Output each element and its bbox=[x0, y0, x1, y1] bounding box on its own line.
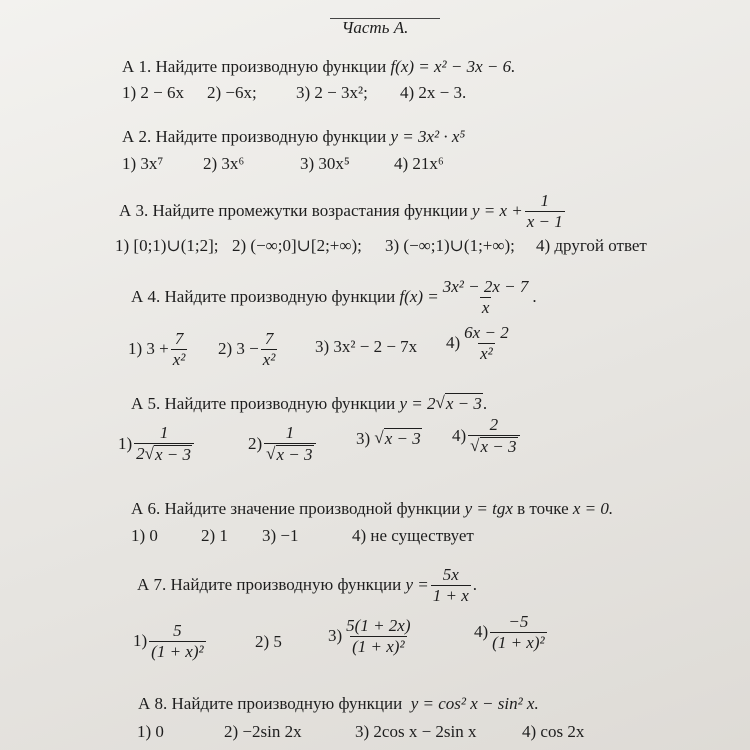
question-a7-prompt bbox=[137, 566, 477, 605]
expression-suffix: . bbox=[472, 575, 478, 595]
question-expression-prefix: y = 2 bbox=[399, 393, 436, 413]
answer-a1-1: 1) 2 − 6x bbox=[122, 83, 184, 102]
question-label: А 5. bbox=[131, 393, 161, 413]
answer-a6-2: 2) 1 bbox=[201, 526, 228, 545]
answer-a3-4: 4) другой ответ bbox=[536, 236, 647, 255]
question-expression: f(x) = x² − 3x − 6. bbox=[390, 57, 516, 76]
question-a8-prompt bbox=[138, 694, 539, 714]
question-expression-2: x = 0. bbox=[572, 499, 614, 518]
answer-a2-3: 3) 30x⁵ bbox=[300, 154, 350, 173]
question-text: Найдите производную функции bbox=[171, 694, 403, 713]
question-label: А 4. bbox=[131, 287, 161, 307]
question-a5-prompt bbox=[131, 393, 487, 414]
question-a6-prompt bbox=[131, 499, 613, 519]
question-text: Найдите производную функции bbox=[170, 575, 402, 595]
answer-a1-3: 3) 2 − 3x²; bbox=[296, 83, 368, 102]
question-fraction bbox=[441, 278, 531, 317]
question-label: А 6. bbox=[131, 499, 161, 518]
question-text: Найдите производную функции bbox=[155, 127, 387, 146]
fraction-denominator: x − 1 bbox=[526, 211, 563, 231]
question-label: А 7. bbox=[137, 575, 167, 595]
fraction-numerator: 3x² − 2x − 7 bbox=[442, 277, 529, 296]
question-fraction bbox=[525, 192, 565, 231]
answer-a2-2: 2) 3x⁶ bbox=[203, 154, 245, 173]
answer-a8-4: 4) cos 2x bbox=[522, 722, 585, 741]
question-a2-prompt bbox=[122, 127, 465, 147]
expression-suffix: . bbox=[482, 393, 488, 413]
question-a1-prompt bbox=[122, 57, 515, 77]
answer-a3-1: 1) [0;1)∪(1;2]; bbox=[115, 236, 219, 255]
answer-a5-1: 1) 1 2 √ x − 3 bbox=[118, 424, 196, 464]
question-a4-prompt bbox=[131, 278, 537, 317]
answer-a7-3: 3) $\frac{5(1 + 2x)}{\text{(1 + x)²}}$ bbox=[328, 616, 411, 656]
answer-a6-3: 3) −1 bbox=[262, 526, 299, 545]
answer-a7-4: 4) $\frac{-5}{\text{(1 + x)²}}$ bbox=[474, 612, 545, 652]
question-expression-prefix: y = x + bbox=[471, 201, 523, 221]
question-text: Найдите значение производной функции bbox=[164, 499, 461, 518]
answer-a8-3: 3) 2cos x − 2sin x bbox=[355, 722, 477, 741]
fraction-numerator: 1 bbox=[540, 191, 549, 210]
question-expression: y = tgx bbox=[464, 499, 513, 518]
answer-a3-2: 2) (−∞;0]∪[2;+∞); bbox=[232, 236, 362, 255]
answer-a5-3: 3) √ x − 3 bbox=[356, 428, 421, 448]
expression-suffix: . bbox=[532, 287, 537, 307]
fraction-denominator: x bbox=[481, 297, 490, 317]
answer-a4-1: 1) 3 + $\frac{7}{\text{x²}}$ bbox=[128, 329, 186, 369]
answer-a2-4: 4) 21x⁶ bbox=[394, 154, 444, 173]
question-expression-prefix: y = bbox=[405, 575, 429, 595]
fraction-denominator: 1 + x bbox=[432, 585, 469, 605]
question-text: Найдите производную функции bbox=[164, 287, 396, 307]
question-label: А 8. bbox=[138, 694, 168, 713]
question-text: Найдите промежутки возрастания функции bbox=[152, 201, 468, 221]
answer-a4-3: 3) 3x² − 2 − 7x bbox=[315, 337, 418, 356]
question-label: А 1. bbox=[122, 57, 152, 76]
question-expression: y = 3x² · x⁵ bbox=[390, 127, 466, 146]
section-title: Часть А. bbox=[341, 18, 409, 37]
question-text-2: в точке bbox=[517, 499, 569, 518]
answer-a1-2: 2) −6x; bbox=[207, 83, 257, 102]
answer-a3-3: 3) (−∞;1)∪(1;+∞); bbox=[385, 236, 515, 255]
sqrt-expression: √ x − 3 bbox=[435, 393, 482, 413]
question-text: Найдите производную функции bbox=[164, 393, 396, 413]
answer-a7-1: 1) $\frac{5}{\text{(1 + x)²}}$ bbox=[133, 621, 204, 661]
fraction-numerator: 5x bbox=[442, 565, 459, 584]
answer-a8-2: 2) −2sin 2x bbox=[224, 722, 302, 741]
header-rule bbox=[330, 18, 440, 19]
answer-a6-1: 1) 0 bbox=[131, 526, 158, 545]
answer-a5-2: 2) 1 √ x − 3 bbox=[248, 424, 318, 464]
question-label: А 3. bbox=[119, 201, 149, 221]
answer-a4-4: 4) $\frac{6x - 2}{\text{x²}}$ bbox=[446, 323, 509, 363]
question-expression: y = cos² x − sin² x. bbox=[410, 694, 539, 713]
answer-a2-1: 1) 3x⁷ bbox=[122, 154, 164, 173]
answer-a1-4: 4) 2x − 3. bbox=[400, 83, 467, 102]
section-header bbox=[0, 18, 750, 38]
question-a3-prompt bbox=[119, 192, 567, 231]
answer-a5-4: 4) 2 √ x − 3 bbox=[452, 416, 522, 456]
question-expression-prefix: f(x) = bbox=[399, 287, 439, 307]
question-text: Найдите производную функции bbox=[155, 57, 387, 76]
question-fraction bbox=[431, 566, 471, 605]
answer-a7-2: 2) 5 bbox=[255, 632, 282, 651]
answer-a6-4: 4) не существует bbox=[352, 526, 474, 545]
question-label: А 2. bbox=[122, 127, 152, 146]
answer-a4-2: 2) 3 − $\frac{7}{\text{x²}}$ bbox=[218, 329, 276, 369]
answer-a8-1: 1) 0 bbox=[137, 722, 164, 741]
sqrt-icon: √ bbox=[435, 393, 445, 412]
